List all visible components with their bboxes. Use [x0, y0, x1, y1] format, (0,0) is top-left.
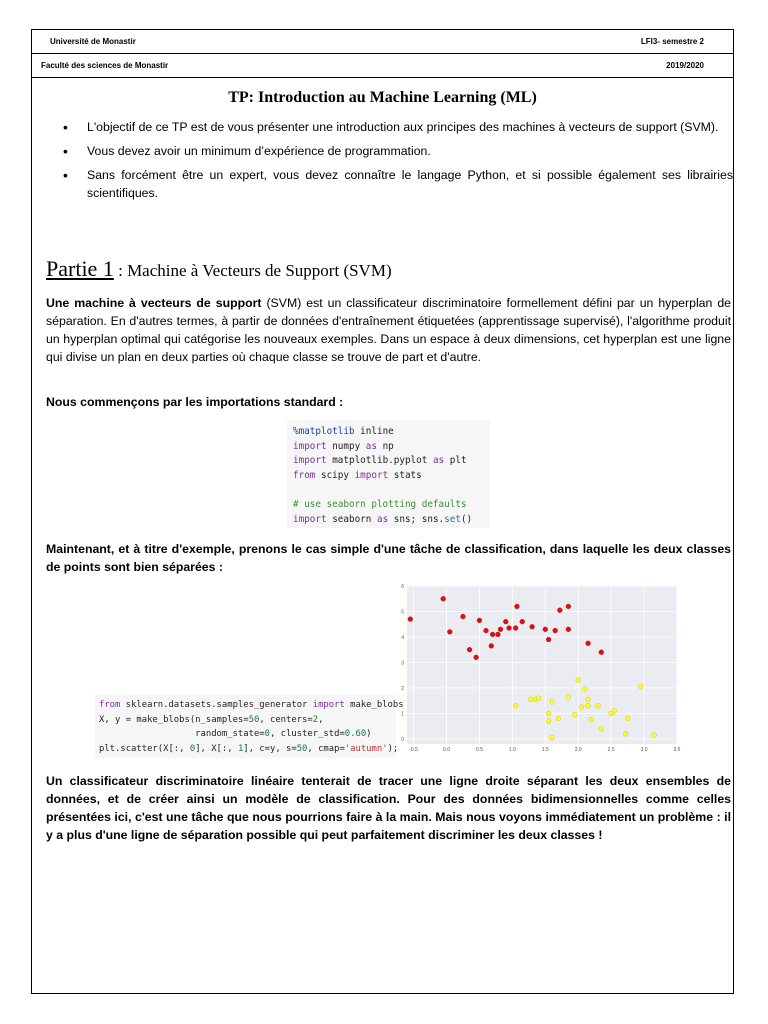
- code-block-imports: [287, 420, 490, 528]
- code-line-empty: [293, 484, 490, 499]
- code-line: from sklearn.datasets.samples_generator import make_blobs: [99, 700, 404, 710]
- data-point-class-1: [596, 703, 601, 708]
- example-intro: Maintenant, et à titre d'exemple, prenons le cas simple d'une tâche de classification, dans laquelle les deux classes de points sont bien séparées :: [46, 542, 731, 574]
- x-tick-label: 3.0: [640, 747, 648, 753]
- section-number: Partie 1: [46, 256, 114, 281]
- level-label: LFI3- semestre 2: [640, 37, 704, 46]
- y-tick-label: 5: [401, 609, 404, 616]
- data-point-class-0: [490, 632, 495, 637]
- data-point-class-0: [489, 643, 494, 648]
- header-row-2: [31, 53, 734, 78]
- y-tick-label: 1: [401, 711, 404, 718]
- x-tick-label: 1.5: [541, 747, 549, 753]
- section-title: Machine à Vecteurs de Support (SVM): [127, 261, 392, 280]
- svm-definition-paragraph: [46, 294, 731, 366]
- data-point-class-1: [599, 726, 604, 731]
- x-tick-label: 3.5: [673, 747, 681, 753]
- data-point-class-1: [623, 731, 628, 736]
- data-point-class-1: [546, 711, 551, 716]
- data-point-class-1: [546, 719, 551, 724]
- code-line: from scipy import stats: [293, 470, 422, 482]
- data-point-class-0: [498, 627, 503, 632]
- list-item: • Vous devez avoir un minimum d’expérience de programmation.: [47, 142, 733, 160]
- data-point-class-1: [579, 705, 584, 710]
- data-point-class-1: [549, 700, 554, 705]
- header-row-1: [31, 29, 734, 54]
- data-point-class-1: [576, 678, 581, 683]
- code-line: import numpy as np: [293, 440, 394, 452]
- code-line: import matplotlib.pyplot as plt: [293, 455, 467, 467]
- data-point-class-0: [557, 608, 562, 613]
- svm-definition-text: (SVM) est un classificateur discriminatoire formellement défini par un hyperplan de séparation. En d'autres termes, à partir de données d'entraînement étiquetées (apprentissage supervisé), l'algorithme produit un hyperplan optimal qui catégorise les nouveaux exemples. Dans un espace à deux dimensions, cet hyperplan est une ligne qui divise un plan en deux parties où chaque classe se trouve de part et d'autre.: [46, 296, 731, 364]
- data-point-class-1: [556, 716, 561, 721]
- data-point-class-1: [589, 717, 594, 722]
- data-point-class-1: [652, 733, 657, 738]
- code-line: # use seaborn plotting defaults: [293, 499, 467, 511]
- data-point-class-0: [484, 628, 489, 633]
- x-tick-label: -0.5: [409, 747, 418, 753]
- y-tick-label: 2: [401, 685, 404, 692]
- data-point-class-1: [582, 687, 587, 692]
- data-point-class-0: [474, 655, 479, 660]
- data-point-class-0: [543, 627, 548, 632]
- data-point-class-0: [566, 627, 571, 632]
- data-point-class-1: [528, 697, 533, 702]
- data-point-class-0: [586, 641, 591, 646]
- y-tick-label: 4: [401, 634, 404, 641]
- data-point-class-1: [612, 708, 617, 713]
- data-point-class-1: [586, 697, 591, 702]
- section-colon: :: [113, 261, 128, 280]
- imports-intro: Nous commençons par les importations standard :: [46, 395, 344, 409]
- data-point-class-0: [495, 632, 500, 637]
- data-point-class-1: [586, 703, 591, 708]
- data-point-class-1: [513, 703, 518, 708]
- data-point-class-1: [573, 712, 578, 717]
- y-tick-label: 6: [401, 584, 404, 590]
- faculty-name: Faculté des sciences de Monastir: [41, 61, 169, 70]
- data-point-class-0: [515, 604, 520, 609]
- university-name: Université de Monastir: [50, 37, 136, 46]
- code-line: %matplotlib inline: [293, 426, 394, 437]
- data-point-class-0: [467, 647, 472, 652]
- code-line: random_state=0, cluster_std=0.60): [99, 729, 372, 740]
- x-tick-label: 2.0: [574, 747, 582, 753]
- objectives-list: [47, 118, 733, 208]
- y-tick-label: 0: [401, 736, 404, 743]
- data-point-class-0: [530, 624, 535, 629]
- page-title: TP: Introduction au Machine Learning (ML): [228, 89, 537, 106]
- y-tick-label: 3: [401, 660, 404, 667]
- section-heading: [46, 256, 392, 282]
- data-point-class-0: [461, 614, 466, 619]
- code-line: import seaborn as sns; sns.set(): [293, 514, 473, 526]
- x-tick-label: 0.5: [475, 747, 483, 753]
- code-block-make-blobs: [95, 695, 404, 758]
- data-point-class-0: [599, 650, 604, 655]
- scatter-chart: [395, 582, 685, 760]
- data-point-class-1: [549, 735, 554, 740]
- list-item: • Sans forcément être un expert, vous devez connaître le langage Python, et si possible également ses librairies scientifiques.: [47, 166, 733, 202]
- code-line: X, y = make_blobs(n_samples=50, centers=2,: [99, 714, 324, 725]
- data-point-class-0: [503, 619, 508, 624]
- linear-classifier-paragraph: Un classificateur discriminatoire linéaire tenterait de tracer une ligne droite séparant les deux ensembles de données, et de créer ainsi un modèle de classification. Pour des données bidimensionnelles comme celles présentées ici, c'est une tâche que nous pourrions faire à la main. Mais nous voyons immédiatement un problème : il y a plus d'une ligne de séparation possible qui peut parfaitement discriminer les deux classes !: [46, 774, 731, 842]
- code-line: plt.scatter(X[:, 0], X[:, 1], c=y, s=50, cmap='autumn');: [99, 743, 399, 754]
- x-tick-label: 0.0: [443, 747, 450, 753]
- data-point-class-1: [638, 684, 643, 689]
- x-tick-label: 2.5: [607, 747, 615, 753]
- x-tick-label: 1.0: [508, 747, 516, 753]
- data-point-class-0: [546, 637, 551, 642]
- data-point-class-0: [447, 629, 452, 634]
- data-point-class-0: [520, 619, 525, 624]
- plot-background: [407, 586, 677, 744]
- data-point-class-0: [507, 626, 512, 631]
- data-point-class-1: [566, 694, 571, 699]
- data-point-class-0: [408, 617, 413, 622]
- scatter-plot-svg: [395, 582, 685, 760]
- data-point-class-0: [553, 628, 558, 633]
- data-point-class-0: [566, 604, 571, 609]
- data-point-class-1: [536, 696, 541, 701]
- svm-term: Une machine à vecteurs de support: [46, 296, 262, 310]
- data-point-class-1: [625, 716, 630, 721]
- data-point-class-0: [441, 596, 446, 601]
- academic-year: 2019/2020: [666, 61, 704, 70]
- list-item: • L'objectif de ce TP est de vous présenter une introduction aux principes des machines à vecteurs de support (SVM).: [47, 118, 733, 136]
- data-point-class-0: [513, 626, 518, 631]
- data-point-class-0: [477, 618, 482, 623]
